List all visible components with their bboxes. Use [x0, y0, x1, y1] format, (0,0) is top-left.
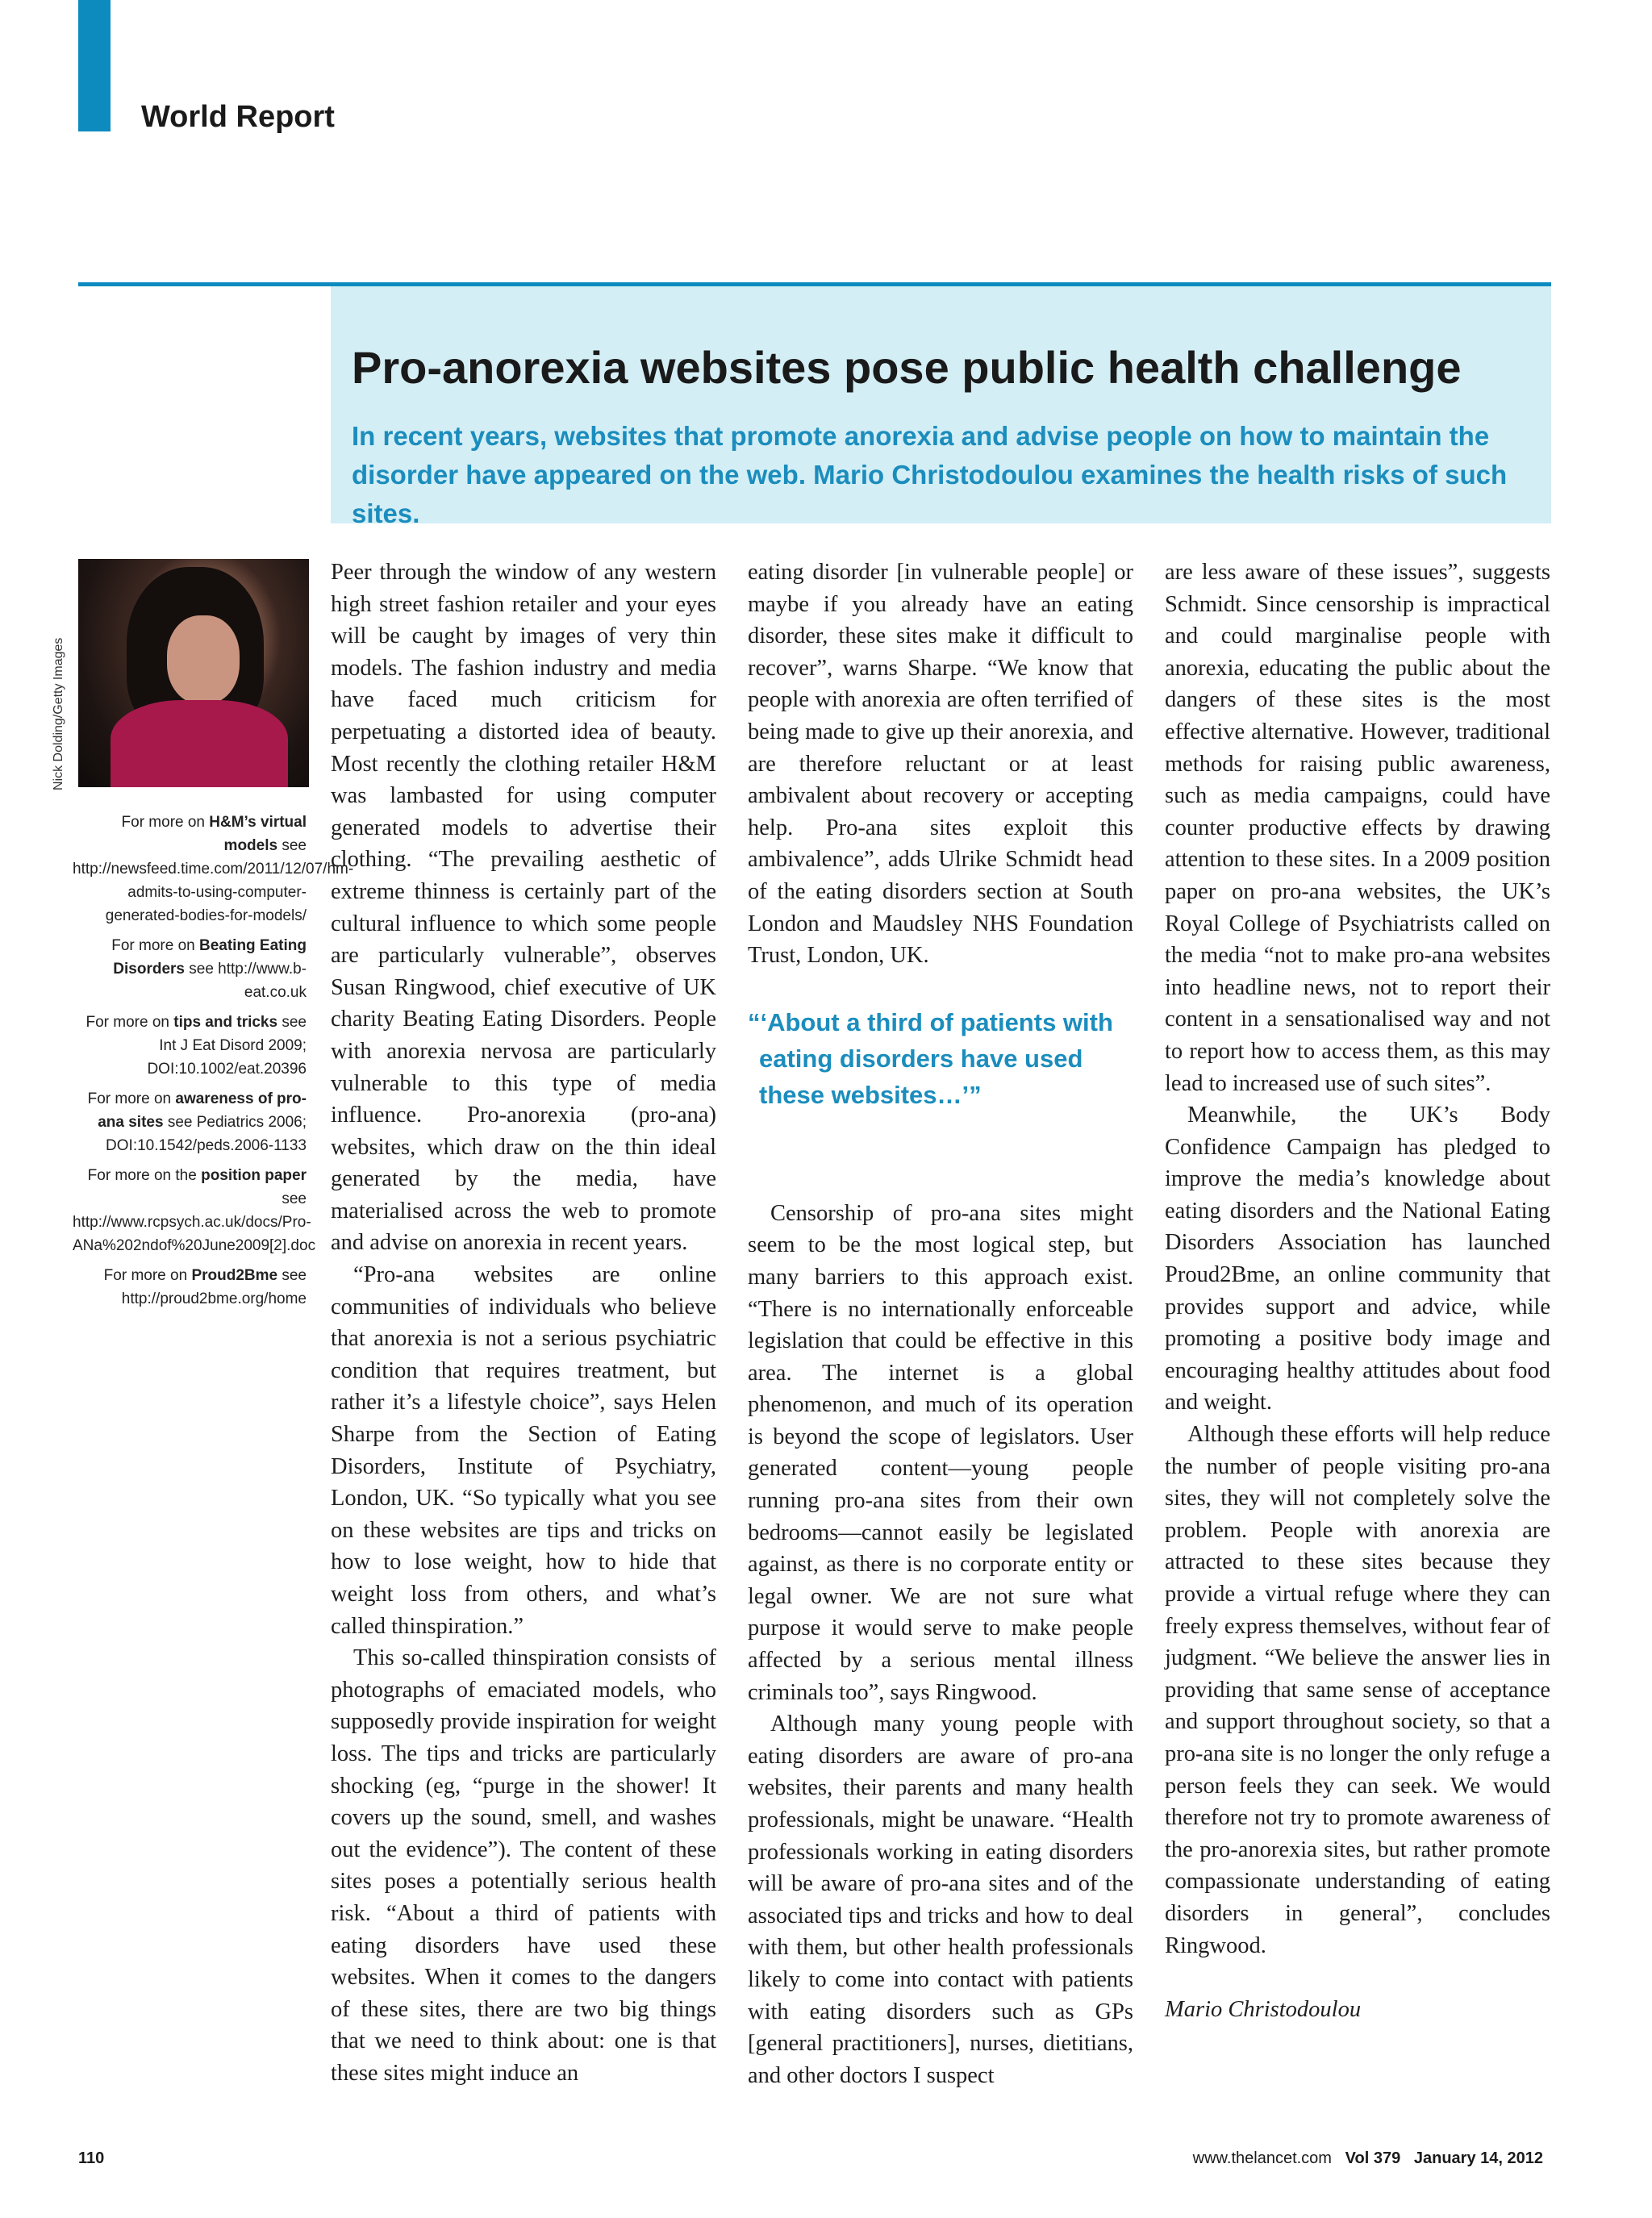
paragraph: Although these efforts will help reduce the number of people visiting pro-ana sites, they will not completely solve the problem. People with anorexia are attracted to these sites because they provide a virtual refuge where they can freely express themselves, without fear of judgment. “We believe the answer lies in providing that same sense of acceptance and support throughout society, so that a pro-ana site is no longer the only refuge a person feels they can seek. We would therefore not try to promote awareness of the pro-anorexia sites, but rather promote compassionate understanding of eating disorders in general”, concludes Ringwood. — [1165, 1422, 1550, 1958]
sidenote-proud2bme — [73, 1264, 307, 1311]
sidenote-beat — [73, 934, 307, 1004]
title-box — [331, 286, 1551, 528]
sidenote-prefix: For more on — [86, 1014, 174, 1031]
footer-site-link[interactable]: www.thelancet.com — [1192, 2149, 1332, 2167]
photo-face — [167, 615, 240, 704]
sidenote-topic: position paper — [201, 1167, 307, 1184]
sidenote-link[interactable]: see http://newsfeed.time.com/2011/12/07/hm-admits-to-using-computer-generated-bodies-for-models/ — [73, 837, 354, 924]
body-column-3 — [1165, 557, 1550, 2026]
sidenote-hm — [73, 811, 354, 928]
article-title: Pro-anorexia websites pose public health challenge — [352, 342, 1462, 393]
sidenote-link[interactable]: see http://proud2bme.org/home — [121, 1267, 307, 1307]
paragraph: Meanwhile, the UK’s Body Confidence Campaign has pledged to improve the media’s knowledge about eating disorders and the National Eating Disorders Association has launched Proud2Bme, an online community that provides support and advice, while promoting a positive body image and encouraging healthy attitudes about food and weight. — [1165, 1103, 1550, 1415]
paragraph: This so-called thinspiration consists of photographs of emaciated models, who supposedly provide inspiration for weight loss. The tips and tricks are particularly shocking (eg, “purge in the shower! It covers up the sound, smell, and washes out the evidence”). The content of these sites poses a potentially serious health risk. “About a third of patients with eating disorders have used these websites. When it comes to the dangers of these sites, there are two big things that we need to think about: one is that these sites might induce an — [331, 1645, 716, 2086]
article-standfirst: In recent years, websites that promote anorexia and advise people on how to maintain the disorder have appeared on the web. Mario Christodoulou examines the health risks of such sites. — [352, 420, 1508, 528]
sidenote-awareness — [73, 1087, 307, 1157]
sidenote-topic: awareness of pro-ana sites — [98, 1090, 307, 1131]
footer-citation — [1193, 2149, 1543, 2168]
section-accent-bar — [78, 0, 111, 131]
footer-volume: Vol 379 — [1345, 2149, 1401, 2167]
photo-scarf — [111, 700, 288, 787]
pull-quote: “‘About a third of patients with eating disorders have used these websites…’” — [748, 1007, 1113, 1109]
sidenote-topic: H&M’s virtual models — [209, 814, 307, 854]
article-photo — [78, 559, 309, 787]
sidenote-link[interactable]: see Int J Eat Disord 2009; DOI:10.1002/eat.20396 — [147, 1014, 307, 1078]
paragraph: Censorship of pro-ana sites might seem to be the most logical step, but many barriers to this approach exist. “There is no internationally enforceable legislation that could be effective in this area. The internet is a global phenomenon, and much of its operation is beyond the scope of legislators. User generated content—young people running pro-ana sites from their own bedrooms—cannot easily be legislated against, as there is no corporate entity or legal owner. We are not sure what purpose it would serve to make people affected by a serious mental illness criminals too”, says Ringwood. — [748, 1200, 1133, 1705]
page-number: 110 — [78, 2149, 105, 2167]
sidenote-link[interactable]: see http://www.rcpsych.ac.uk/docs/Pro-ANa%202ndof%20June2009[2].doc — [73, 1190, 316, 1254]
sidenote-topic: Beating Eating Disorders — [113, 937, 307, 978]
sidenote-topic: Proud2Bme — [191, 1267, 278, 1284]
sidenote-link[interactable]: see Pediatrics 2006; DOI:10.1542/peds.2006-1133 — [106, 1114, 307, 1154]
sidenote-prefix: For more on — [111, 937, 199, 954]
paragraph: Although many young people with eating disorders are aware of pro-ana websites, their parents and many health professionals, might be unaware. “Health professionals working in eating disorders will be aware of pro-ana sites and of the associated tips and tricks and how to deal with them, but other health professionals likely to come into contact with patients with eating disorders such as GPs [general practitioners], nurses, dietitians, and other doctors I suspect — [748, 1711, 1133, 2088]
sidenote-prefix: For more on — [103, 1267, 192, 1284]
sidenote-prefix: For more on — [121, 814, 210, 831]
byline: Mario Christodoulou — [1165, 1997, 1362, 2023]
sidenote-prefix: For more on — [87, 1090, 176, 1107]
paragraph: “Pro-ana websites are online communities of individuals who believe that anorexia is not a serious psychiatric condition that requires treatment, but rather it’s a lifestyle choice”, says Helen Sharpe from the Section of Eating Disorders, Institute of Psychiatry, London, UK. “So typically what you see on these websites are tips and tricks on how to lose weight, how to hide that weight loss from others, and what’s called thinspiration.” — [331, 1262, 716, 1639]
sidenotes — [73, 811, 354, 1317]
footer-date: January 14, 2012 — [1413, 2149, 1543, 2167]
photo-credit: Nick Dolding/Getty Images — [52, 637, 65, 790]
sidenote-link[interactable]: see http://www.b-eat.co.uk — [184, 961, 307, 1001]
sidenote-prefix: For more on the — [87, 1167, 202, 1184]
body-column-2 — [748, 557, 1133, 2091]
paragraph: are less aware of these issues”, suggests Schmidt. Since censorship is impractical and could marginalise people with anorexia, educating the public about the dangers of these sites is the most effective alternative. However, traditional methods for raising public awareness, such as media campaigns, could have counter productive effects by drawing attention to these sites. In a 2009 position paper on pro-ana websites, the UK’s Royal College of Psychiatrists called on the media “not to make pro-ana websites into headline news, not to report their content in a sensationalised way and not to report how to access them, as this may lead to increased use of such sites”. — [1165, 560, 1550, 1096]
sidenote-topic: tips and tricks — [173, 1014, 278, 1031]
paragraph: Peer through the window of any western high street fashion retailer and your eyes will be caught by images of very thin models. The fashion industry and media have faced much criticism for perpetuating a distorted idea of beauty. Most recently the clothing retailer H&M was lambasted for using computer generated models to advertise their clothing. “The prevailing aesthetic of extreme thinness is certainly part of the cultural influence to which some people are particularly vulnerable”, observes Susan Ringwood, chief executive of UK charity Beating Eating Disorders. People with anorexia nervosa are particularly vulnerable to this type of media influence. Pro-anorexia (pro-ana) websites, which draw on the thin ideal generated by the media, have materialised across the web to promote and advise on anorexia in recent years. — [331, 560, 716, 1256]
section-label: World Report — [141, 100, 335, 134]
sidenote-position-paper — [73, 1164, 316, 1257]
sidenote-tips — [73, 1011, 307, 1081]
paragraph: eating disorder [in vulnerable people] or maybe if you already have an eating disorder, these sites make it difficult to recover”, warns Sharpe. “We know that people with anorexia are often terrified of being made to give up their anorexia, and are therefore reluctant or at least ambivalent about recovery or accepting help. Pro-ana sites exploit this ambivalence”, adds Ulrike Schmidt head of the eating disorders section at South London and Maudsley NHS Foundation Trust, London, UK. — [748, 560, 1133, 969]
body-column-1 — [331, 557, 716, 2090]
